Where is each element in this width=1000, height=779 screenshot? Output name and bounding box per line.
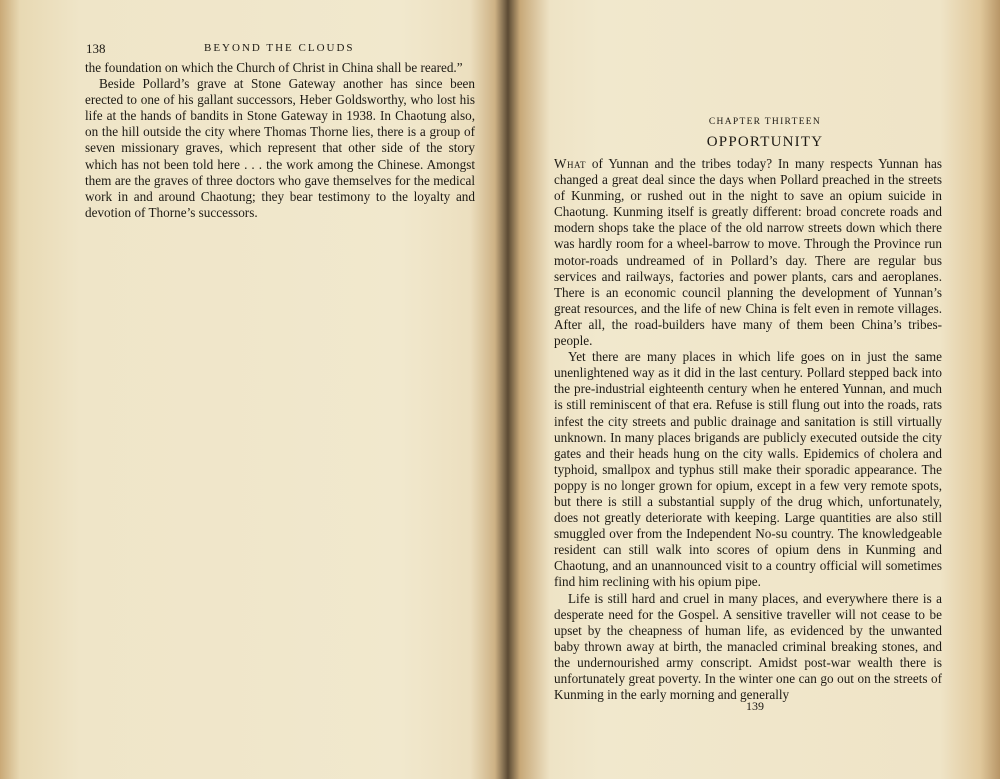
opening-word: What <box>554 156 586 171</box>
paragraph: Yet there are many places in which life goes on in just the same unenlightened way as it did in the last century. Pollard stepped back into the pre-industrial eighteenth century when he entered Yunnan, and much is still reminiscent of that era. Refuse is still flung out into the roads, rats infest the city streets and public drainage and sanitation is still virtually unknown. In many places brigands are publicly executed outside the city gates and their heads hung on the city walls. Epidemics of cholera and typhoid, smallpox and typhus still make their sporadic appearance. The poppy is no longer grown for opium, except in a few very remote spots, but there is still a substantial supply of the drug which, unfortunately, does not greatly deteriorate with keeping. Large quantities are also still smuggled over from the Independent No-su country. The knowledgeable resident can still walk into scores of opium dens in Kunming and Chaotung, and an unannounced visit to a country official will sometimes find him reclining with his opium pipe. <box>554 349 942 590</box>
right-body-text <box>554 156 942 703</box>
chapter-label: CHAPTER THIRTEEN <box>708 117 822 127</box>
page-number: 138 <box>86 41 106 56</box>
paragraph: Life is still hard and cruel in many places, and everywhere there is a desperate need for the Gospel. A sensitive traveller will not cease to be upset by the cheapness of human life, as evidenced by the unwanted baby thrown away at birth, the manacled criminal breaking stones, and the undernourished army conscript. Amidst post-war wealth there is unfortunately great poverty. In the winter one can go out on the streets of Kunming in the early morning and generally <box>554 590 942 703</box>
chapter-title: OPPORTUNITY <box>706 134 824 150</box>
paragraph-text: of Yunnan and the tribes today? In many respects Yunnan has changed a great deal since the days when Pollard preached in the streets of Kunming, or rushed out in the night to save an opium suicide in Chaotung. Kunming itself is greatly different: broad concrete roads and modern shops take the place of the old narrow streets down which there was hardly room for a wheel-barrow to move. Through the Province run motor-roads undreamed of in Pollard’s day. There are regular bus services and railways, factories and power plants, cars and aeroplanes. There is an economic council planning the development of Yunnan’s great resources, and the life of new China is felt even in remote villages. After all, the road-builders have many of them been China’s tribes-people. <box>554 156 942 349</box>
paragraph <box>554 156 942 349</box>
book-title: BEYOND THE CLOUDS <box>204 42 355 54</box>
paragraph: Beside Pollard’s grave at Stone Gateway another has since been erected to one of his gallant successors, Heber Goldsworthy, who lost his life at the hands of bandits in Stone Gateway in 1938. In Chaotung also, on the hill outside the city where Thomas Thorne lies, there is a group of seven missionary graves, which represent that other side of the story which has not been told here . . . the work among the Chinese. Amongst them are the graves of three doctors who gave themselves for the medical work in and around Chaotung; they bear testimony to the loyalty and devotion of Thorne’s successors. <box>85 76 475 220</box>
left-body-text <box>85 60 475 221</box>
page-number: 139 <box>746 699 764 713</box>
right-page <box>515 0 1000 779</box>
paragraph: the foundation on which the Church of Christ in China shall be reared.” <box>85 60 463 75</box>
